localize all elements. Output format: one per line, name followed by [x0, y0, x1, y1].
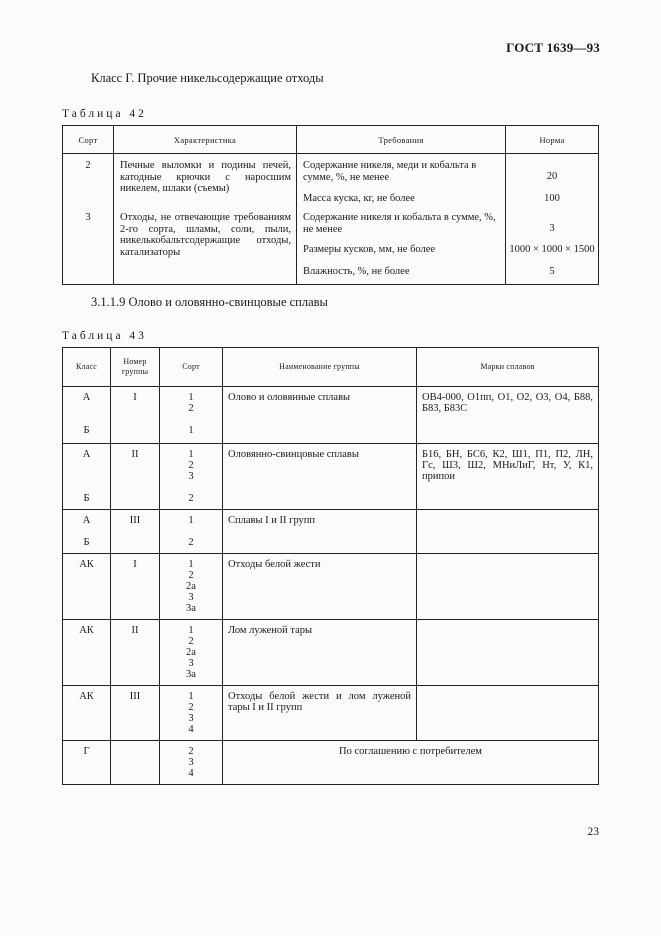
- alloy-marks-cell: [417, 510, 599, 554]
- class-cell: АК: [63, 620, 111, 686]
- table-row: [63, 209, 599, 238]
- group-cell: I: [111, 554, 160, 620]
- sort-cell: 1 2 3 2: [160, 444, 223, 510]
- document-number: ГОСТ 1639—93: [506, 40, 600, 55]
- column-header: Норма: [506, 126, 599, 154]
- group-cell: III: [111, 510, 160, 554]
- group-cell: [111, 741, 160, 785]
- column-header: Сорт: [160, 348, 223, 387]
- alloy-marks-cell: [417, 686, 599, 741]
- table-row: [63, 510, 599, 554]
- sort-cell: 1 2 3 4: [160, 686, 223, 741]
- norm-cell: 20: [506, 154, 599, 188]
- requirement-cell: Масса куска, кг, не более: [297, 187, 506, 209]
- class-cell: А Б: [63, 510, 111, 554]
- table-row: [63, 554, 599, 620]
- column-header: Характеристика: [114, 126, 297, 154]
- table-43-header-row: [63, 348, 599, 387]
- table-43-caption: Таблица 43: [62, 330, 147, 342]
- alloy-marks-cell: [417, 620, 599, 686]
- sort-cell: 1 2: [160, 510, 223, 554]
- table-43: [62, 347, 599, 785]
- alloy-marks-cell: [417, 554, 599, 620]
- table-42-header-row: [63, 126, 599, 154]
- table-42: [62, 125, 599, 285]
- group-name-cell: Отходы белой жести: [223, 554, 417, 620]
- group-cell: II: [111, 620, 160, 686]
- requirement-cell: Влажность, %, не более: [297, 260, 506, 285]
- class-cell: А Б: [63, 444, 111, 510]
- sort-cell: 3: [85, 212, 91, 223]
- sort-cell: 1 2 1: [160, 387, 223, 444]
- sort-cell: 2 3 4: [160, 741, 223, 785]
- column-header: Требования: [297, 126, 506, 154]
- page-number: 23: [587, 826, 599, 838]
- table-row: [63, 741, 599, 785]
- group-cell: II: [111, 444, 160, 510]
- agreement-cell: По соглашению с потребителем: [223, 741, 599, 785]
- table-42-caption: Таблица 42: [62, 108, 147, 120]
- table-row: [63, 387, 599, 444]
- group-name-cell: Олово и оловянные сплавы: [223, 387, 417, 444]
- class-cell: А Б: [63, 387, 111, 444]
- column-header: Наименование группы: [223, 348, 417, 387]
- column-header: Сорт: [63, 126, 114, 154]
- group-cell: I: [111, 387, 160, 444]
- table-row: [63, 686, 599, 741]
- sort-cell: 1 2 2а 3 3а: [160, 554, 223, 620]
- group-name-cell: Оловянно-свинцовые сплавы: [223, 444, 417, 510]
- requirement-cell: Содержание никеля и кобальта в сумме, %, не менее: [297, 209, 506, 238]
- characteristic-cell: Печные выломки и подины печей, катодные крючки с наросшим никелем, шлаки (съемы): [114, 154, 297, 210]
- column-header: Класс: [63, 348, 111, 387]
- alloy-marks-cell: Б16, БН, БС6, К2, Ш1, П1, П2, ЛН, Гс, Ш3, Ш2, МНиЛиГ, Нт, У, К1, припои: [417, 444, 599, 510]
- column-header: Марки сплавов: [417, 348, 599, 387]
- alloy-marks-cell: ОВ4-000, О1пп, О1, О2, О3, О4, Б88, Б83, Б83С: [417, 387, 599, 444]
- class-cell: АК: [63, 554, 111, 620]
- column-header: Номер группы: [111, 348, 160, 387]
- table-row: [63, 620, 599, 686]
- class-heading: Класс Г. Прочие никельсодержащие отходы: [91, 71, 324, 85]
- norm-cell: 3: [506, 209, 599, 238]
- table-row: [63, 444, 599, 510]
- group-name-cell: Отходы белой жести и лом луженой тары I и II групп: [223, 686, 417, 741]
- characteristic-cell: Отходы, не отвечающие требованиям 2-го сорта, шламы, соли, пыли, никелькобальтсодержащие отходы, катализаторы: [114, 209, 297, 285]
- table-row: [63, 154, 599, 188]
- group-cell: III: [111, 686, 160, 741]
- requirement-cell: Содержание никеля, меди и кобальта в сумме, %, не менее: [297, 154, 506, 188]
- norm-cell: 5: [506, 260, 599, 285]
- sort-cell: 2: [85, 160, 91, 171]
- requirement-cell: Размеры кусков, мм, не более: [297, 238, 506, 260]
- section-heading: 3.1.1.9 Олово и оловянно-свинцовые сплавы: [91, 295, 328, 309]
- group-name-cell: Сплавы I и II групп: [223, 510, 417, 554]
- class-cell: АК: [63, 686, 111, 741]
- norm-cell: 100: [506, 187, 599, 209]
- norm-cell: 1000 × 1000 × 1500: [506, 238, 599, 260]
- class-cell: Г: [63, 741, 111, 785]
- group-name-cell: Лом луженой тары: [223, 620, 417, 686]
- sort-cell: 1 2 2а 3 3а: [160, 620, 223, 686]
